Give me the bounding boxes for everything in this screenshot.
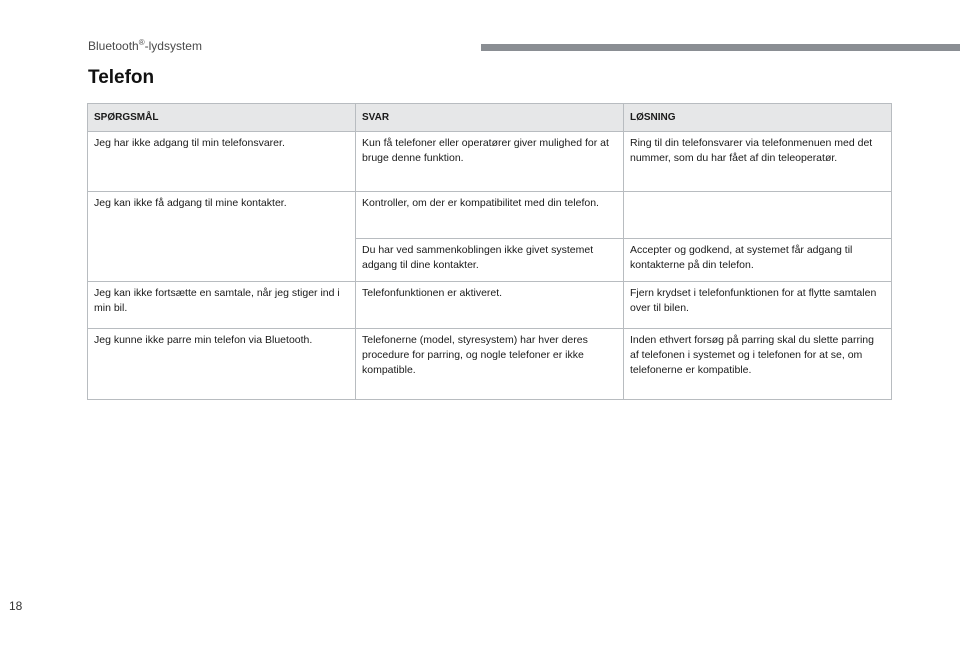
troubleshooting-table <box>87 103 892 400</box>
answer-cell: Telefonfunktionen er aktiveret. <box>356 282 624 329</box>
question-cell: Jeg har ikke adgang til min telefonsvarer. <box>88 132 356 192</box>
section-title-prefix: Bluetooth <box>88 39 139 53</box>
table-header-row <box>88 104 892 132</box>
column-header-answer: SVAR <box>356 104 624 132</box>
answer-cell: Kun få telefoner eller operatører giver mulighed for at bruge denne funktion. <box>356 132 624 192</box>
answer-cell: Telefonerne (model, styresystem) har hver deres procedure for parring, og nogle telefoner er ikke kompatible. <box>356 329 624 400</box>
header-rule <box>481 44 960 51</box>
section-title <box>88 38 202 53</box>
solution-cell: Accepter og godkend, at systemet får adgang til kontakterne på din telefon. <box>624 239 892 282</box>
table-row <box>88 282 892 329</box>
answer-cell: Du har ved sammenkoblingen ikke givet systemet adgang til dine kontakter. <box>356 239 624 282</box>
question-cell: Jeg kan ikke fortsætte en samtale, når jeg stiger ind i min bil. <box>88 282 356 329</box>
question-cell: Jeg kan ikke få adgang til mine kontakter. <box>88 192 356 282</box>
table-row <box>88 192 892 239</box>
table-row <box>88 132 892 192</box>
answer-cell: Kontroller, om der er kompatibilitet med din telefon. <box>356 192 624 239</box>
table-row <box>88 329 892 400</box>
question-cell: Jeg kunne ikke parre min telefon via Bluetooth. <box>88 329 356 400</box>
solution-cell: Inden ethvert forsøg på parring skal du slette parring af telefonen i systemet og i telefonen for at se, om telefonerne er kompatible. <box>624 329 892 400</box>
registered-mark: ® <box>138 38 145 47</box>
solution-cell: Fjern krydset i telefonfunktionen for at flytte samtalen over til bilen. <box>624 282 892 329</box>
column-header-solution: LØSNING <box>624 104 892 132</box>
solution-cell: Ring til din telefonsvarer via telefonmenuen med det nummer, som du har fået af din teleoperatør. <box>624 132 892 192</box>
solution-cell <box>624 192 892 239</box>
column-header-question: SPØRGSMÅL <box>88 104 356 132</box>
section-title-suffix: -lydsystem <box>144 39 202 53</box>
page-title: Telefon <box>88 67 155 88</box>
page-number: 18 <box>9 599 23 613</box>
